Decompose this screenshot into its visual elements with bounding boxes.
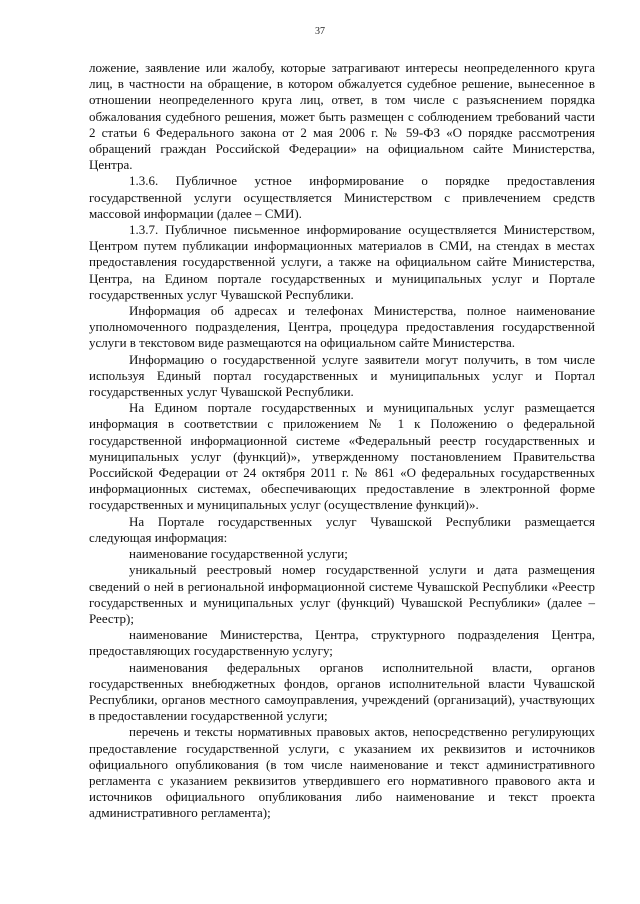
- paragraph: На Портале государственных услуг Чувашской Республики размещается следующая информация:: [89, 513, 595, 545]
- paragraph: Информацию о государственной услуге заявители могут получить, в том числе используя Единый портал государственных и муниципальных услуг и Портал государственных услуг Чувашской Республики.: [89, 351, 595, 400]
- paragraph: На Едином портале государственных и муниципальных услуг размещается информация в соответствии с приложением № 1 к Положению о федеральной государственной информационной системе «Федеральный реестр государственных и муниципальных услуг (функций)», утвержденному постановлением Правительства Российской Федерации от 24 октября 2011 г. № 861 «О федеральных государственных информационных системах, обеспечивающих предоставление в электронной форме государственных и муниципальных услуг (осуществление функций)».: [89, 400, 595, 513]
- paragraph: 1.3.6. Публичное устное информирование о порядке предоставления государственной услуги осуществляется Министерством с привлечением средств массовой информации (далее – СМИ).: [89, 173, 595, 221]
- page-number: 37: [315, 26, 325, 37]
- paragraph: наименования федеральных органов исполнительной власти, органов государственных внебюджетных фондов, органов исполнительной власти Чувашской Республики, органов местного самоуправления, учреждений (организаций), участвующих в предоставлении государственной услуги;: [89, 659, 595, 724]
- paragraph: Информация об адресах и телефонах Министерства, полное наименование уполномоченного подразделения, Центра, процедура предоставления государственной услуги в текстовом виде размещаются на официальном сайте Министерства.: [89, 303, 595, 351]
- paragraph: 1.3.7. Публичное письменное информирование осуществляется Министерством, Центром путем публикации информационных материалов в СМИ, на стендах в местах предоставления государственной услуги, а также на официальном сайте Министерства, Центра, на Едином портале государственных и муниципальных услуг и Портале государственных услуг Чувашской Республики.: [89, 222, 595, 302]
- paragraph: наименование государственной услуги;: [129, 546, 348, 562]
- paragraph: ложение, заявление или жалобу, которые затрагивают интересы неопределенного круга лиц, в частности на обращение, в котором обжалуется судебное решение, вынесенное в отношении неопределенного круга лиц, ответ, в том числе с разъяснением порядка обжалования судебного решения, может быть размещен с соблюдением требований части 2 статьи 6 Федерального закона от 2 мая 2006 г. № 59-ФЗ «О порядке рассмотрения обращений граждан Российской Федерации» на официальном сайте Министерства, Центра.: [89, 60, 595, 173]
- paragraph: перечень и тексты нормативных правовых актов, непосредственно регулирующих предоставление государственной услуги, с указанием их реквизитов и источников официального опубликования (в том числе наименование и текст административного регламента с указанием реквизитов утвердившего его нормативного правового акта и источников официального опубликования либо наименование и текст проекта административного регламента);: [89, 724, 595, 821]
- document-body: [89, 60, 595, 822]
- paragraph: уникальный реестровый номер государственной услуги и дата размещения сведений о ней в региональной информационной системе Чувашской Республики «Реестр государственных и муниципальных услуг (функций) Чувашской Республики» (далее – Реестр);: [89, 562, 595, 626]
- paragraph: наименование Министерства, Центра, структурного подразделения Центра, предоставляющих государственную услугу;: [89, 627, 595, 659]
